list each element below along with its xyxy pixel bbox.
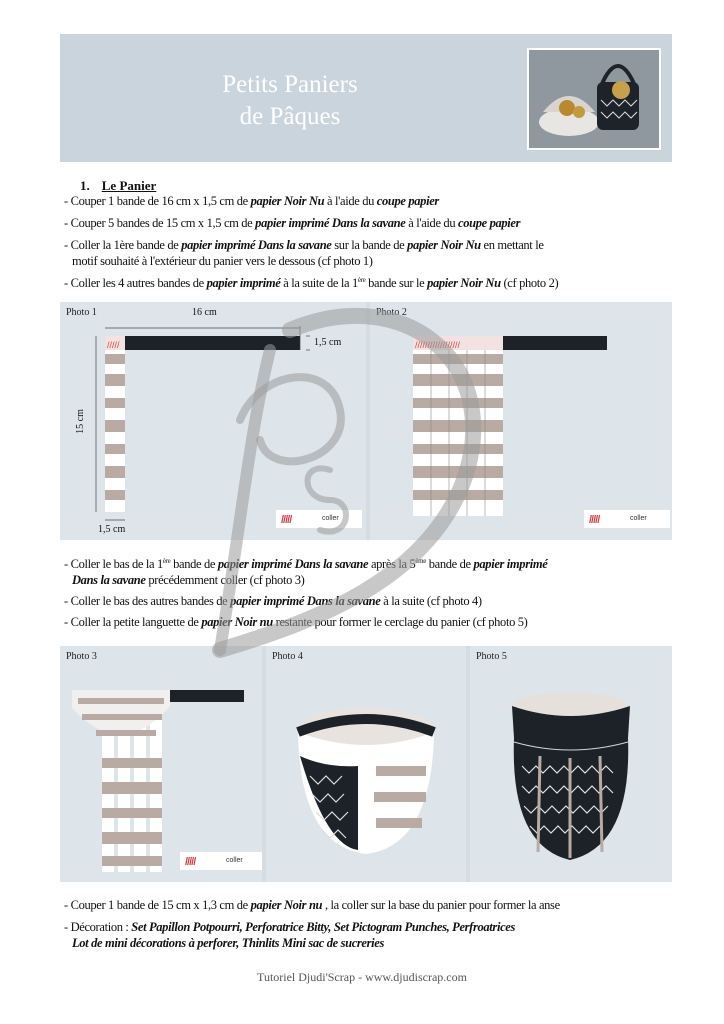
header-photo-baskets <box>527 48 661 150</box>
dim-16cm: 16 cm <box>192 307 217 318</box>
step-line: Lot de mini décorations à perforer, Thinlits Mini sac de sucreries <box>72 936 384 950</box>
photo-3-label: Photo 3 <box>66 651 97 662</box>
legend-coller: ///// coller <box>276 510 362 528</box>
step-line: - Coller la petite languette de papier Noir nu restante pour former le cerclage du panier (cf photo 5) <box>64 615 528 629</box>
photo-2-label: Photo 2 <box>376 307 407 318</box>
step-line: Dans la savane précédemment coller (cf photo 3) <box>72 573 305 587</box>
dim-1-5cm-right: 1,5 cm <box>314 337 342 348</box>
step-line: - Décoration : Set Papillon Potpourri, Perforatrice Bitty, Set Pictogram Punches, Perfroatrices <box>64 920 515 934</box>
footer-credit: Tutoriel Djudi'Scrap - www.djudiscrap.com <box>257 970 467 984</box>
photo-5-label: Photo 5 <box>476 651 507 662</box>
dim-1-5cm-bottom: 1,5 cm <box>98 524 126 535</box>
step-line: - Couper 1 bande de 16 cm x 1,5 cm de papier Noir Nu à l'aide du coupe papier <box>64 194 439 208</box>
section-heading <box>80 178 156 194</box>
photo-1 <box>60 302 366 540</box>
step-line: - Coller le bas de la 1ère bande de papier imprimé Dans la savane après la 5ème bande de papier imprimé <box>64 556 548 571</box>
photo-2 <box>370 302 672 540</box>
photo-row-top <box>60 302 672 540</box>
hatch-icon: ///// <box>281 514 292 526</box>
photo-5 <box>470 646 672 882</box>
header-banner <box>60 34 672 162</box>
step-line: - Coller les 4 autres bandes de papier imprimé à la suite de la 1ère bande sur le papier Noir Nu (cf photo 2) <box>64 275 559 290</box>
hatch-icon: ///// <box>589 514 600 526</box>
svg-text://////////////////: ////////////////// <box>415 340 461 350</box>
svg-text://///: ///// <box>107 340 120 350</box>
hatch-icon: ///// <box>185 856 196 868</box>
step-line: motif souhaité à l'extérieur du panier vers le dessous (cf photo 1) <box>72 254 373 268</box>
photo-1-label: Photo 1 <box>66 307 97 318</box>
title-line-1: Petits Paniers <box>222 71 358 98</box>
photo-row-bottom <box>60 646 672 882</box>
step-line: - Couper 5 bandes de 15 cm x 1,5 cm de papier imprimé Dans la savane à l'aide du coupe papier <box>64 216 521 230</box>
legend-coller: ///// coller <box>180 852 262 870</box>
photo-4-label: Photo 4 <box>272 651 303 662</box>
photo-3 <box>60 646 262 882</box>
legend-coller: ///// coller <box>584 510 670 528</box>
page-title <box>190 69 390 133</box>
step-line: - Coller la 1ère bande de papier imprimé Dans la savane sur la bande de papier Noir Nu en mettant le <box>64 238 544 252</box>
section-number: 1. <box>80 178 90 193</box>
dim-15cm: 15 cm <box>74 409 86 434</box>
step-line: - Coller le bas des autres bandes de papier imprimé Dans la savane à la suite (cf photo 4) <box>64 594 482 608</box>
step-line: - Couper 1 bande de 15 cm x 1,3 cm de papier Noir nu , la coller sur la base du panier pour former la anse <box>64 898 560 912</box>
title-line-2: de Pâques <box>239 103 341 130</box>
photo-4 <box>266 646 466 882</box>
section-title: Le Panier <box>101 178 157 193</box>
